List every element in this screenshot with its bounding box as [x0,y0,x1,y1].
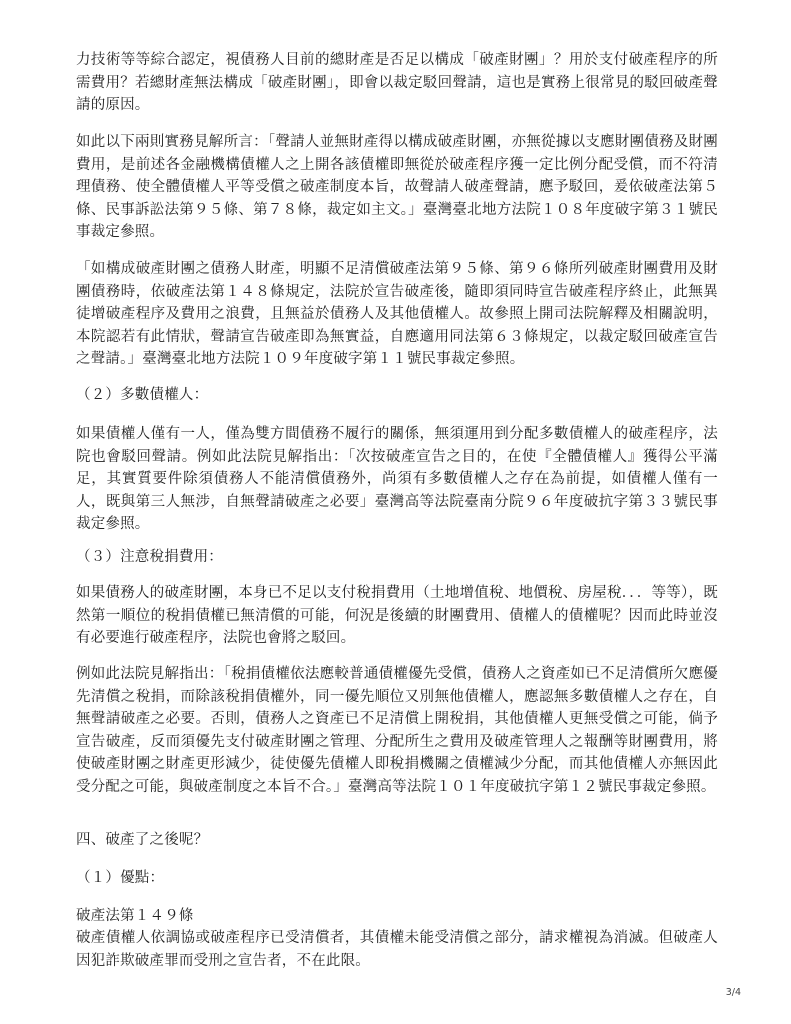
paragraph-bankruptcy-estate: 力技術等等綜合認定，視債務人目前的總財產是否足以構成「破產財團」？用於支付破產程序的所需費用？若總財產無法構成「破產財團」，即會以裁定駁回聲請，這也是實務上很常見的駁回破產聲請的原因。 [76,52,718,113]
statute-text: 破產債權人依調協或破產程序已受清償者，其債權未能受清償之部分，請求權視為消滅。但破產人因犯詐欺破產罪而受刑之宣告者，不在此限。 [76,930,718,969]
heading-multiple-creditors: （２）多數債權人： [76,387,209,403]
paragraph-tax-insufficient: 如果債務人的破產財團，本身已不足以支付稅捐費用（土地增值稅、地價稅、房屋稅．．．等等），既然第一順位的稅捐債權已無清償的可能，何況是後續的財團費用、債權人的債權呢？因而此時並沒有必要進行破產程序，法院也會將之駁回。 [76,585,718,646]
paragraph-taipei-108: 如此以下兩則實務見解所言：「聲請人並無財產得以構成破產財團，亦無從據以支應財團債務及財團費用，是前述各金融機構債權人之上開各該債權即無從於破產程序獲一定比例分配受償，而不符清理債務、使全體債權人平等受償之破產制度本旨，故聲請人破產聲請，應予駁回，爰依破產法第５條、民事訴訟法第９５條、第７８條，裁定如主文。」臺灣臺北地方法院１０８年度破字第３１號民事裁定參照。 [76,134,718,240]
heading-after-bankruptcy: 四、破產了之後呢？ [76,832,209,848]
statute-title: 破產法第１４９條 [76,908,194,924]
paragraph-tax-court-opinion: 例如此法院見解指出：「稅捐債權依法應較普通債權優先受償，債務人之資產如已不足清償所欠應優先清償之稅捐，而除該稅捐債權外，同一優先順位又別無他債權人，應認無多數債權人之存在，自無聲請破產之必要。否則，債務人之資產已不足清償上開稅捐，其他債權人更無受償之可能，倘予宣告破產，反而須優先支付破產財團之管理、分配所生之費用及破產管理人之報酬等財團費用，將使破產財團之財產更形減少，徒使優先債權人即稅捐機關之債權減少分配，而其他債權人亦無因此受分配之可能，與破產制度之本旨不合。」臺灣高等法院１０１年度破抗字第１２號民事裁定參照。 [76,666,718,795]
page-number: 3/4 [725,987,741,998]
paragraph-taipei-109: 「如構成破產財團之債務人財產，明顯不足清償破產法第９５條、第９６條所列破產財團費用及財團債務時，依破產法第１４８條規定，法院於宣告破產後，隨即須同時宣告破產程序終止，此無異徒增破產程序及費用之浪費，且無益於債務人及其他債權人。故參照上開司法院解釋及相關說明，本院認若有此情狀，聲請宣告破產即為無實益，自應適用同法第６３條規定，以裁定駁回破產宣告之聲請。」臺灣臺北地方法院１０９年度破字第１１號民事裁定參照。 [76,261,718,367]
heading-tax-costs: （３）注意稅捐費用： [76,549,223,565]
paragraph-single-creditor: 如果債權人僅有一人，僅為雙方間債務不履行的關係，無須運用到分配多數債權人的破產程序，法院也會駁回聲請。例如此法院見解指出：「次按破產宣告之目的，在使『全體債權人』獲得公平滿足，其實質要件除須債務人不能清償債務外，尚須有多數債權人之存在為前提，如債權人僅有一人，既與第三人無涉，自無聲請破產之必要」臺灣高等法院臺南分院９６年度破抗字第３３號民事裁定參照。 [76,426,718,532]
heading-advantages: （１）優點： [76,870,165,886]
